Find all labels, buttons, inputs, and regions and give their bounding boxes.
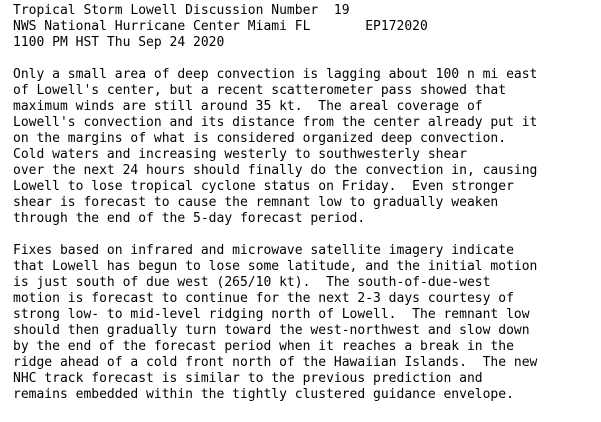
- text-line: shear is forecast to cause the remnant low to gradually weaken: [13, 195, 499, 210]
- text-line: Lowell to lose tropical cyclone status on Friday. Even stronger: [13, 179, 514, 194]
- header-title: Tropical Storm Lowell Discussion Number 19: [13, 3, 350, 18]
- text-line: ridge ahead of a cold front north of the Hawaiian Islands. The new: [13, 355, 538, 370]
- spacer: [13, 51, 601, 67]
- paragraph-2: [13, 243, 601, 403]
- header-issuer: NWS National Hurricane Center Miami FL EP172020: [13, 19, 428, 34]
- text-line: Fixes based on infrared and microwave satellite imagery indicate: [13, 243, 514, 258]
- paragraph-1: [13, 67, 601, 227]
- text-line: remains embedded within the tightly clustered guidance envelope.: [13, 387, 514, 402]
- text-line: strong low- to mid-level ridging north of Lowell. The remnant low: [13, 307, 530, 322]
- text-line: maximum winds are still around 35 kt. The areal coverage of: [13, 99, 483, 114]
- text-line: NHC track forecast is similar to the previous prediction and: [13, 371, 483, 386]
- text-line: is just south of due west (265/10 kt). The south-of-due-west: [13, 275, 491, 290]
- text-line: on the margins of what is considered organized deep convection.: [13, 131, 507, 146]
- header-timestamp: 1100 PM HST Thu Sep 24 2020: [13, 35, 225, 50]
- text-line: of Lowell's center, but a recent scatterometer pass showed that: [13, 83, 507, 98]
- text-line: over the next 24 hours should finally do the convection in, causing: [13, 163, 538, 178]
- text-line: through the end of the 5-day forecast period.: [13, 211, 366, 226]
- text-line: by the end of the forecast period when it reaches a break in the: [13, 339, 514, 354]
- text-line: Lowell's convection and its distance from the center already put it: [13, 115, 538, 130]
- text-line: motion is forecast to continue for the next 2-3 days courtesy of: [13, 291, 514, 306]
- text-line: that Lowell has begun to lose some latitude, and the initial motion: [13, 259, 538, 274]
- text-line: Cold waters and increasing westerly to southwesterly shear: [13, 147, 467, 162]
- text-line: should then gradually turn toward the west-northwest and slow down: [13, 323, 530, 338]
- text-line: Only a small area of deep convection is lagging about 100 n mi east: [13, 67, 538, 82]
- spacer: [13, 227, 601, 243]
